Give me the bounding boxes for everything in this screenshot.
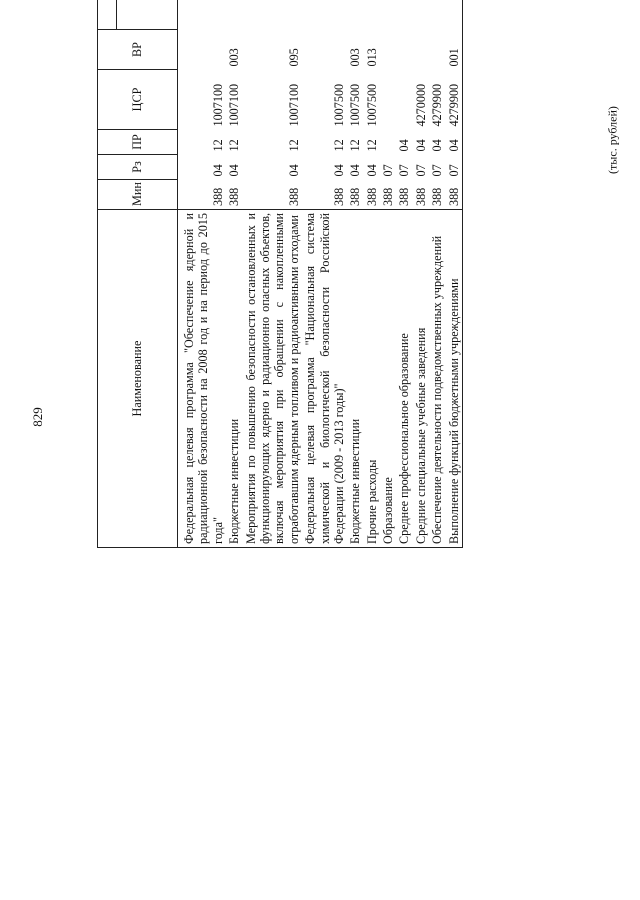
row-rz: 04: [331, 164, 346, 177]
row-pr: 04: [430, 139, 445, 152]
row-vr: [396, 30, 412, 70]
row-rz: 07: [430, 164, 445, 177]
row-csr: 1007100: [227, 83, 242, 127]
header-changes: [117, 0, 178, 30]
row-change: [181, 0, 226, 30]
row-min: 388: [210, 187, 225, 206]
row-pr: 12: [210, 139, 225, 152]
header-name: Наименование: [98, 210, 178, 548]
units-caption-box: [606, 60, 620, 220]
row-min: 388: [348, 187, 363, 206]
row-vr: 001: [446, 30, 463, 70]
header-vr: ВР: [98, 30, 178, 70]
table-row: [364, 0, 380, 548]
header-min: Мин: [98, 180, 178, 210]
row-vr: [181, 30, 226, 70]
table-body: [178, 0, 463, 548]
table-row: [446, 0, 463, 548]
row-name: Бюджетные инвестиции: [226, 210, 242, 548]
row-name: Выполнение функций бюджетными учреждениями: [446, 210, 463, 548]
row-min: 388: [286, 187, 301, 206]
row-pr: 12: [364, 139, 379, 152]
row-csr: 1007500: [364, 83, 379, 127]
row-min: 388: [381, 187, 396, 206]
row-pr: 12: [227, 139, 242, 152]
row-min: 388: [331, 187, 346, 206]
row-csr: 1007100: [210, 83, 225, 127]
row-csr: 4279900: [446, 70, 463, 130]
row-name: Федеральная целевая программа "Национальная система химической и биологической безопасности Российской Федерации (2009 - 2013 годы)": [302, 210, 347, 548]
row-min: 388: [430, 187, 445, 206]
row-vr: [380, 30, 396, 70]
row-pr: 12: [348, 139, 363, 152]
row-pr: 04: [397, 139, 412, 152]
row-min: 388: [227, 187, 242, 206]
row-rz: 04: [364, 164, 379, 177]
row-name: Образование: [380, 210, 396, 548]
row-rz: 04: [210, 164, 225, 177]
row-vr: [302, 30, 347, 70]
row-csr: 4279900: [430, 83, 445, 127]
row-name: Федеральная целевая программа "Обеспечение ядерной и радиационной безопасности на 2008 год и на период до 2015 года": [181, 210, 226, 548]
row-name: Мероприятия по повышению безопасности остановленных и функционирующих ядерно и радиационно опасных объектов, включая мероприятия при обращении с накопленными отработавшим ядерным топливом и радиоактивными отходами: [243, 210, 303, 548]
row-name: Средние специальные учебные заведения: [413, 210, 429, 548]
row-rz: 07: [413, 164, 428, 177]
row-name: Прочие расходы: [364, 210, 380, 548]
header-csr: ЦСР: [98, 70, 178, 130]
row-rz: 07: [446, 155, 463, 180]
row-min: 388: [413, 187, 428, 206]
budget-table-frame: [97, 40, 605, 858]
page-number: 829: [30, 407, 45, 427]
row-change: [302, 0, 347, 30]
row-vr: 095: [286, 48, 301, 67]
table-row: [243, 0, 303, 548]
row-name: Среднее профессиональное образование: [396, 210, 412, 548]
row-change: [347, 0, 363, 30]
table-header: [98, 0, 178, 548]
table-row: [347, 0, 363, 548]
row-pr: 12: [286, 139, 301, 152]
table-row: [413, 0, 429, 548]
table-row: [380, 0, 396, 548]
table-row: [181, 0, 226, 548]
header-sum: [98, 0, 117, 30]
row-min: 388: [446, 180, 463, 210]
row-csr: 4270000: [413, 83, 428, 127]
row-csr: [396, 70, 412, 130]
row-pr: [380, 130, 396, 155]
row-pr: 04: [413, 139, 428, 152]
row-change: [396, 0, 412, 30]
row-pr: 12: [331, 139, 346, 152]
row-pr: 04: [446, 130, 463, 155]
table-row: [429, 0, 445, 548]
row-vr: 003: [227, 48, 242, 67]
budget-table: [97, 0, 463, 548]
row-change: [226, 0, 242, 30]
header-pr: ПР: [98, 130, 178, 155]
row-change: [243, 0, 303, 30]
row-rz: 04: [286, 164, 301, 177]
row-rz: 04: [227, 164, 242, 177]
budget-table-rotated: [97, 0, 605, 548]
table-row: [396, 0, 412, 548]
row-change: [364, 0, 380, 30]
row-change: [429, 0, 445, 30]
row-rz: 07: [381, 164, 396, 177]
table-row: [302, 0, 347, 548]
row-change: [446, 0, 463, 30]
row-rz: 07: [397, 164, 412, 177]
units-caption: (тыс. рублей): [605, 106, 620, 174]
table-row: [226, 0, 242, 548]
row-vr: 013: [364, 48, 379, 67]
row-csr: [380, 70, 396, 130]
row-change: [380, 0, 396, 30]
header-rz: Рз: [98, 155, 178, 180]
row-min: 388: [364, 187, 379, 206]
row-csr: 1007100: [286, 83, 301, 127]
row-vr: 003: [348, 48, 363, 67]
row-vr: [429, 30, 445, 70]
row-csr: 1007500: [348, 83, 363, 127]
row-rz: 04: [348, 164, 363, 177]
row-name: Бюджетные инвестиции: [347, 210, 363, 548]
row-change: [413, 0, 429, 30]
row-vr: [413, 30, 429, 70]
row-name: Обеспечение деятельности подведомственных учреждений: [429, 210, 445, 548]
row-min: 388: [397, 187, 412, 206]
row-csr: 1007500: [331, 83, 346, 127]
